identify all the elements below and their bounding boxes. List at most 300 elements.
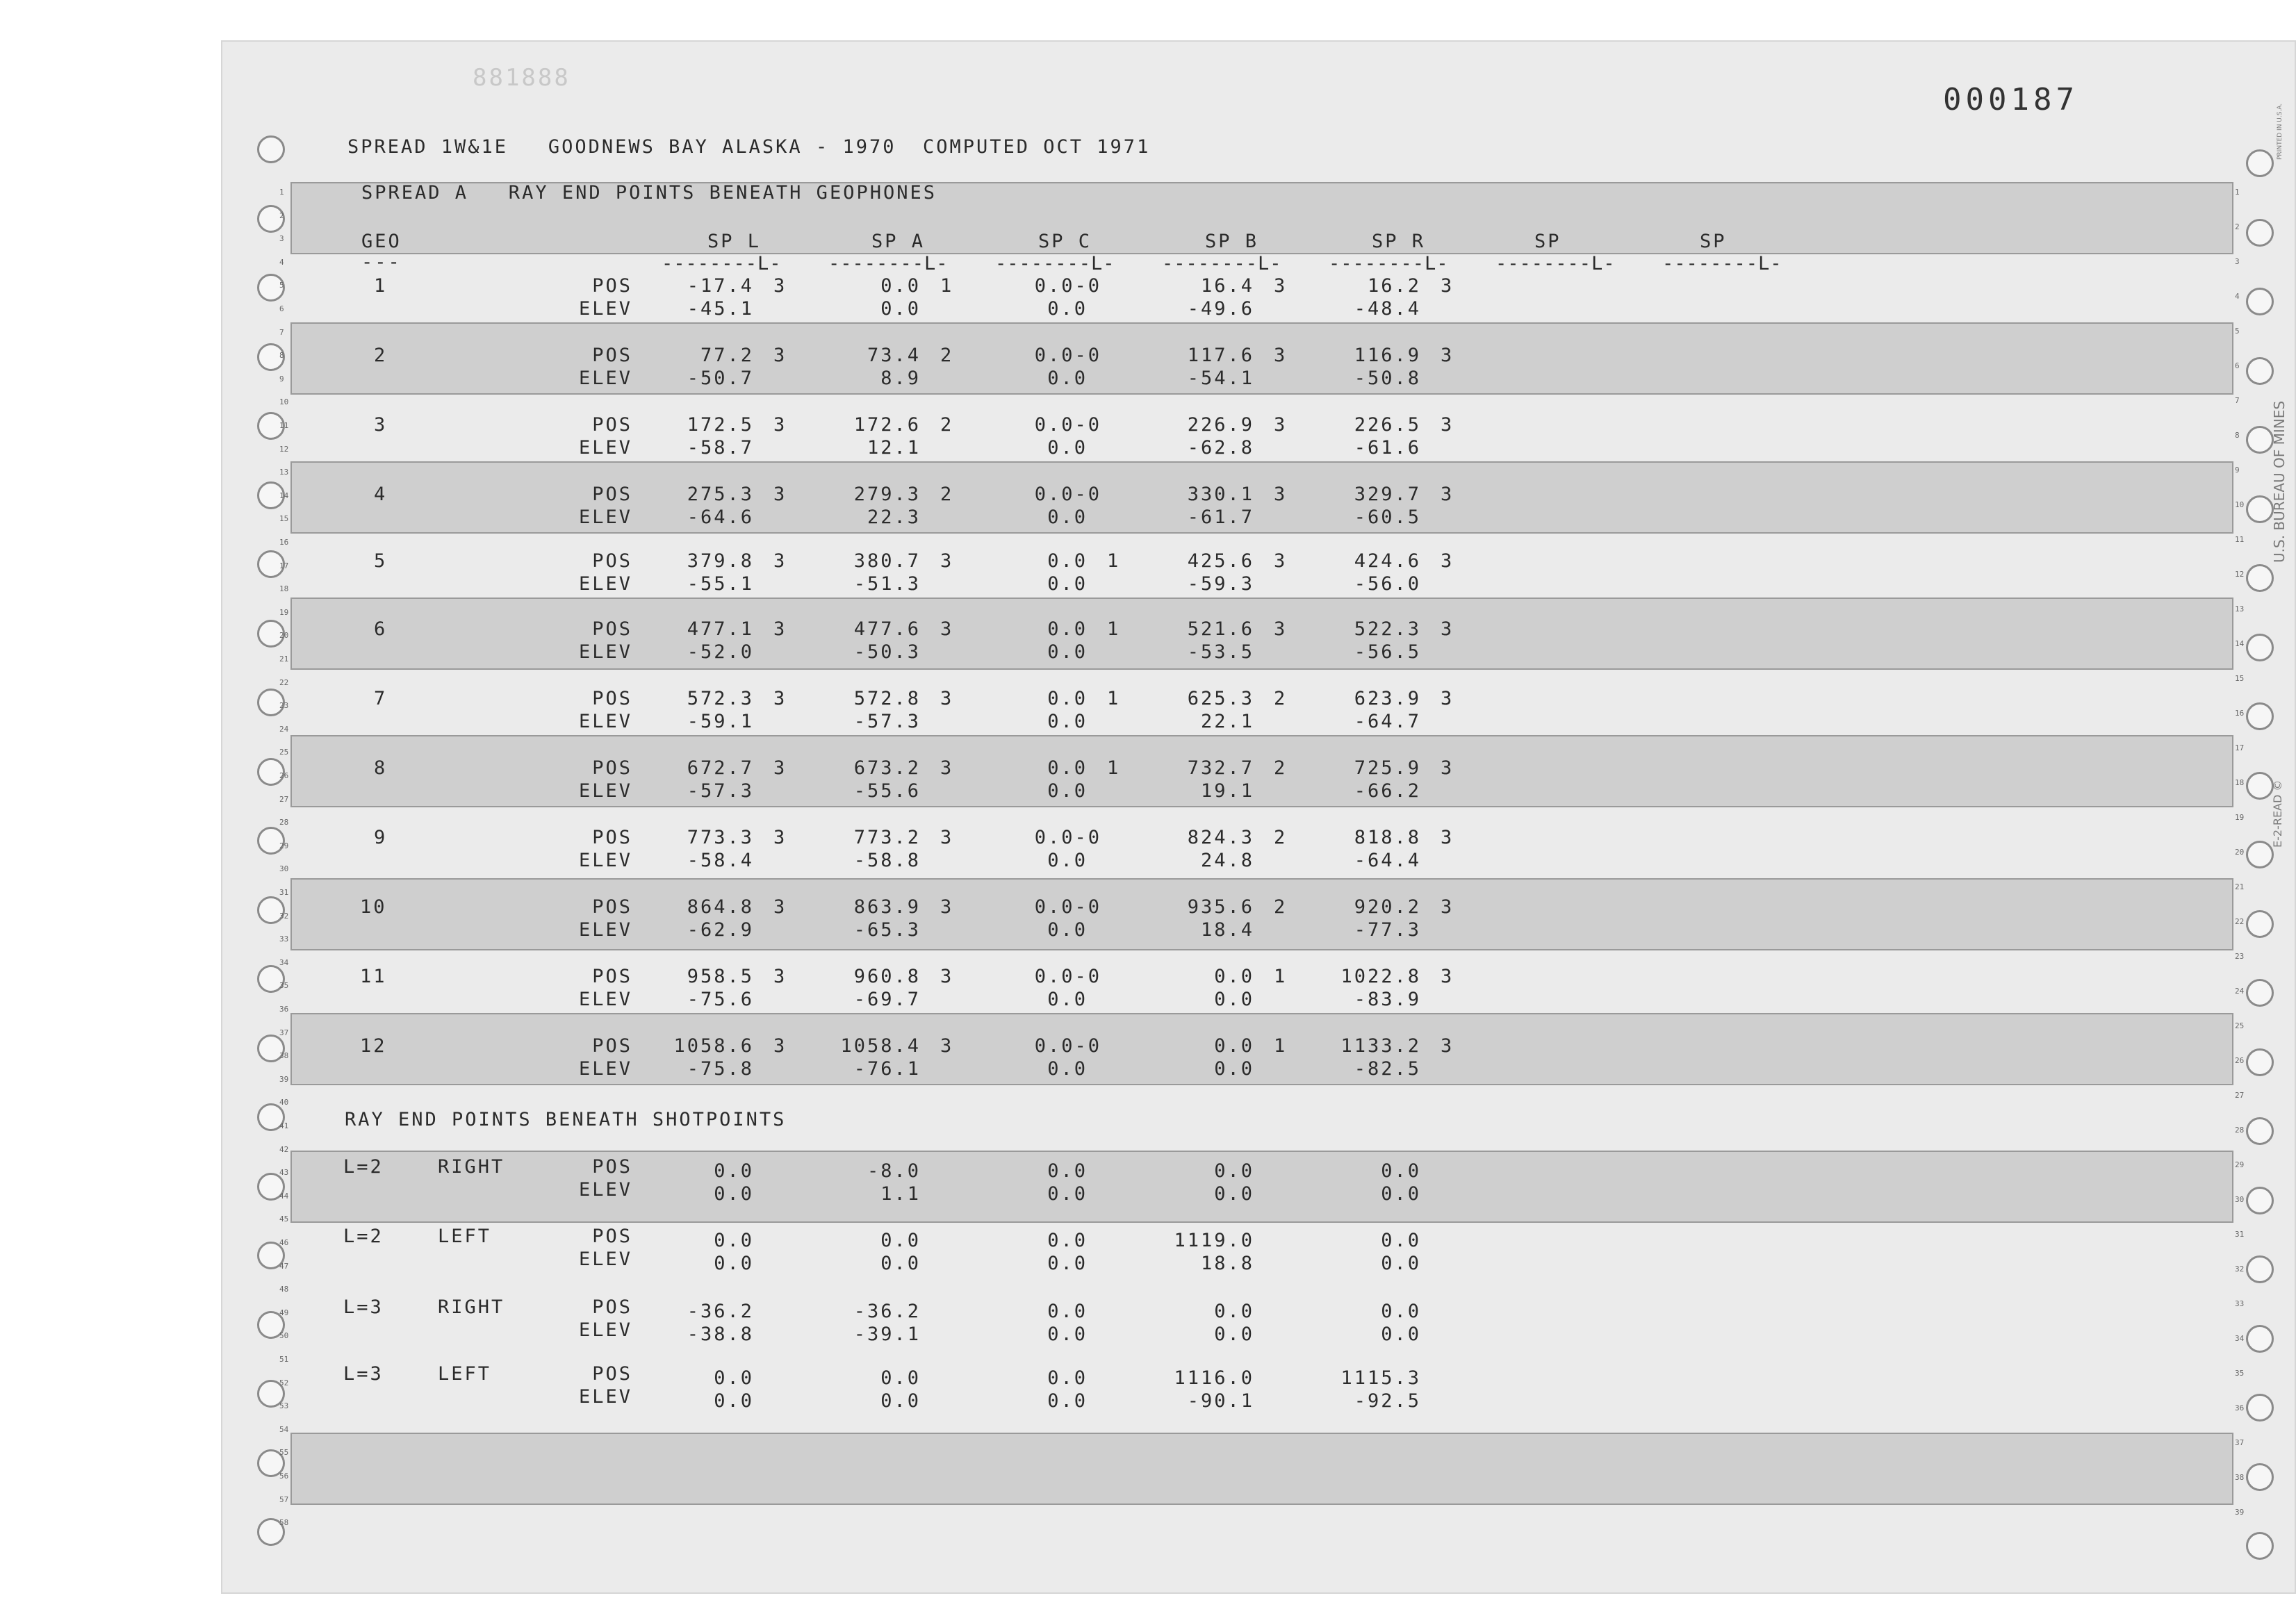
reliability-flag: 3 <box>773 618 785 640</box>
reliability-flag: 3 <box>940 1035 952 1057</box>
column-header: SP B <box>1205 231 1259 252</box>
feed-hole-right <box>2246 1532 2274 1560</box>
elev-value: -51.3 <box>853 573 921 595</box>
elev-label: ELEV <box>578 1058 632 1080</box>
pos-value: 0.0 <box>1047 1367 1088 1389</box>
line-number: 51 <box>279 1355 289 1364</box>
reliability-flag: 3 <box>1441 757 1452 779</box>
line-number: 58 <box>279 1518 289 1528</box>
feed-hole-right <box>2246 219 2274 247</box>
reliability-flag: 3 <box>940 550 952 572</box>
line-number: 15 <box>279 514 289 524</box>
geo-number: 6 <box>374 618 388 640</box>
geo-number: 4 <box>374 484 388 505</box>
line-number: 17 <box>279 561 289 570</box>
pos-label: POS <box>592 1156 632 1178</box>
reliability-flag: 3 <box>1441 688 1452 709</box>
line-number: 31 <box>279 888 289 897</box>
pos-value: 725.9 <box>1354 757 1421 779</box>
line-number: 54 <box>279 1424 289 1434</box>
elev-value: 0.0 <box>880 1253 921 1274</box>
pos-value: 380.7 <box>853 550 921 572</box>
elev-value: -64.6 <box>687 506 754 528</box>
elev-value: 0.0 <box>1047 919 1088 941</box>
pos-value: 477.1 <box>687 618 754 640</box>
line-number: 35 <box>279 981 289 991</box>
line-number: 21 <box>279 654 289 664</box>
geo-number: 5 <box>374 550 388 572</box>
line-number: 5 <box>2235 327 2240 336</box>
line-number: 50 <box>279 1331 289 1341</box>
line-number: 52 <box>279 1378 289 1387</box>
line-number: 22 <box>2235 917 2245 926</box>
elev-value: -45.1 <box>687 298 754 320</box>
feed-hole-right <box>2246 1255 2274 1283</box>
elev-value: 0.0 <box>880 298 921 320</box>
pos-value: 672.7 <box>687 757 754 779</box>
pos-value: 1058.4 <box>840 1035 921 1057</box>
elev-value: -50.3 <box>853 641 921 663</box>
pos-value: -17.4 <box>687 275 754 297</box>
column-header: SP L <box>707 231 762 252</box>
geo-number: 11 <box>360 966 387 987</box>
line-number: 11 <box>279 421 289 430</box>
elev-value: 0.0 <box>1214 1324 1254 1345</box>
pos-value: 172.5 <box>687 414 754 436</box>
pos-value: 824.3 <box>1187 827 1254 848</box>
pos-label: POS <box>592 345 632 366</box>
column-underline: --------L- <box>662 253 782 274</box>
line-number: 23 <box>2235 952 2245 961</box>
reliability-flag: 3 <box>1441 414 1452 436</box>
column-underline: --------L- <box>1495 253 1616 274</box>
elev-label: ELEV <box>578 298 632 320</box>
line-number: 41 <box>279 1121 289 1130</box>
elev-value: -50.7 <box>687 368 754 389</box>
spread-title: SPREAD A RAY END POINTS BENEATH GEOPHONES <box>361 182 937 204</box>
elev-value: 0.0 <box>1047 1390 1088 1412</box>
pos-value: 572.3 <box>687 688 754 709</box>
elev-value: -56.5 <box>1354 641 1421 663</box>
reliability-flag: 3 <box>1274 345 1286 366</box>
line-number: 13 <box>2235 604 2245 613</box>
elev-value: 0.0 <box>1047 850 1088 871</box>
line-number: 46 <box>279 1238 289 1247</box>
reliability-flag: 3 <box>940 688 952 709</box>
elev-value: -48.4 <box>1354 298 1421 320</box>
line-number: 47 <box>279 1261 289 1271</box>
reliability-flag: 1 <box>1107 550 1119 572</box>
line-number: 33 <box>2235 1299 2245 1308</box>
reliability-flag: 3 <box>773 550 785 572</box>
line-number: 26 <box>279 771 289 780</box>
reliability-flag: 1 <box>940 275 952 297</box>
elev-label: ELEV <box>578 711 632 732</box>
feed-hole-right <box>2246 979 2274 1007</box>
elev-value: 0.0 <box>1047 1253 1088 1274</box>
pos-value: 1115.3 <box>1340 1367 1421 1389</box>
elev-value: 0.0 <box>1047 506 1088 528</box>
pos-value: 958.5 <box>687 966 754 987</box>
geo-number: 2 <box>374 345 388 366</box>
pos-value: -36.2 <box>853 1301 921 1322</box>
pos-value: 424.6 <box>1354 550 1421 572</box>
reliability-flag: 3 <box>1441 618 1452 640</box>
column-header: SP <box>1534 231 1561 252</box>
pos-value: 0.0 <box>1047 618 1088 640</box>
line-number: 53 <box>279 1401 289 1411</box>
line-number: 35 <box>2235 1369 2245 1378</box>
elev-label: ELEV <box>578 437 632 459</box>
elev-label: ELEV <box>578 989 632 1010</box>
elev-value: -75.8 <box>687 1058 754 1080</box>
elev-value: -57.3 <box>687 780 754 802</box>
pos-value: 0.0 <box>1381 1160 1421 1182</box>
pos-value: 0.0 <box>714 1367 754 1389</box>
line-number: 5 <box>279 281 284 290</box>
reliability-flag: 3 <box>1274 618 1286 640</box>
pos-label: POS <box>592 1035 632 1057</box>
pos-label: POS <box>592 1363 632 1385</box>
pos-label: POS <box>592 484 632 505</box>
reliability-flag: 3 <box>940 757 952 779</box>
feed-hole-right <box>2246 841 2274 868</box>
line-number: 29 <box>279 841 289 850</box>
line-number: 8 <box>279 351 284 361</box>
feed-hole-right <box>2246 495 2274 523</box>
elev-value: 18.8 <box>1200 1253 1254 1274</box>
elev-value: 0.0 <box>1047 641 1088 663</box>
line-number: 9 <box>2235 466 2240 475</box>
reliability-flag: 1 <box>1274 966 1286 987</box>
geo-number: 3 <box>374 414 388 436</box>
pos-value: 0.0 <box>1214 966 1254 987</box>
line-number: 57 <box>279 1494 289 1504</box>
pos-value: 0.0 <box>1047 757 1088 779</box>
geo-number: 12 <box>360 1035 387 1057</box>
pos-value: 275.3 <box>687 484 754 505</box>
pos-value: 0.0-0 <box>1034 1035 1101 1057</box>
feed-hole-right <box>2246 149 2274 177</box>
pos-value: 0.0 <box>880 275 921 297</box>
feed-hole-right <box>2246 772 2274 800</box>
elev-value: 0.0 <box>1214 989 1254 1010</box>
geo-number: 9 <box>374 827 388 848</box>
pos-value: 279.3 <box>853 484 921 505</box>
line-number: 36 <box>2235 1403 2245 1412</box>
feed-hole-right <box>2246 288 2274 315</box>
elev-value: -61.6 <box>1354 437 1421 459</box>
pos-value: 0.0 <box>1214 1301 1254 1322</box>
column-underline: --------L- <box>1662 253 1782 274</box>
line-number: 55 <box>279 1448 289 1458</box>
elev-label: ELEV <box>578 1386 632 1408</box>
pos-value: 0.0-0 <box>1034 275 1101 297</box>
pos-value: 0.0 <box>1214 1035 1254 1057</box>
l-value: L=2 <box>343 1226 384 1247</box>
line-number: 30 <box>279 864 289 874</box>
elev-value: 0.0 <box>1047 437 1088 459</box>
line-number: 1 <box>2235 188 2240 197</box>
line-number: 11 <box>2235 535 2245 544</box>
pos-value: 77.2 <box>700 345 754 366</box>
pos-value: 16.4 <box>1200 275 1254 297</box>
elev-value: -92.5 <box>1354 1390 1421 1412</box>
elev-value: -49.6 <box>1187 298 1254 320</box>
elev-value: 0.0 <box>1047 1183 1088 1205</box>
feed-hole-right <box>2246 1463 2274 1491</box>
elev-value: -58.7 <box>687 437 754 459</box>
feed-hole-right <box>2246 634 2274 661</box>
line-number: 20 <box>2235 848 2245 857</box>
line-number: 18 <box>2235 778 2245 787</box>
line-number: 28 <box>2235 1126 2245 1135</box>
l-value: L=3 <box>343 1363 384 1385</box>
line-number: 14 <box>279 491 289 500</box>
reliability-flag: 3 <box>940 618 952 640</box>
reliability-flag: 1 <box>1107 618 1119 640</box>
pos-value: 16.2 <box>1367 275 1421 297</box>
elev-value: 0.0 <box>714 1390 754 1412</box>
shaded-band <box>290 1433 2233 1505</box>
elev-value: -82.5 <box>1354 1058 1421 1080</box>
pos-value: 522.3 <box>1354 618 1421 640</box>
elev-label: ELEV <box>578 1319 632 1341</box>
line-number: 21 <box>2235 882 2245 891</box>
column-underline: --------L- <box>1162 253 1282 274</box>
elev-value: -65.3 <box>853 919 921 941</box>
reliability-flag: 3 <box>773 345 785 366</box>
elev-value: -64.7 <box>1354 711 1421 732</box>
elev-value: -59.3 <box>1187 573 1254 595</box>
column-header: SP R <box>1372 231 1426 252</box>
elev-value: -50.8 <box>1354 368 1421 389</box>
elev-label: ELEV <box>578 368 632 389</box>
reliability-flag: 1 <box>1107 688 1119 709</box>
line-number: 13 <box>279 468 289 477</box>
pos-value: 0.0-0 <box>1034 484 1101 505</box>
line-number: 36 <box>279 1005 289 1014</box>
side-label: RIGHT <box>438 1156 505 1178</box>
elev-value: 0.0 <box>1047 1324 1088 1345</box>
pos-label: POS <box>592 1226 632 1247</box>
geo-column-header: GEO <box>361 231 402 252</box>
elev-value: 0.0 <box>1047 573 1088 595</box>
column-underline: --------L- <box>1329 253 1449 274</box>
elev-value: 0.0 <box>1047 711 1088 732</box>
reliability-flag: 3 <box>773 688 785 709</box>
pos-value: 477.6 <box>853 618 921 640</box>
pos-value: 226.5 <box>1354 414 1421 436</box>
line-number: 56 <box>279 1472 289 1481</box>
faded-number: 881888 <box>473 64 571 92</box>
elev-value: -83.9 <box>1354 989 1421 1010</box>
elev-value: -59.1 <box>687 711 754 732</box>
geo-number: 1 <box>374 275 388 297</box>
elev-value: -75.6 <box>687 989 754 1010</box>
reliability-flag: 2 <box>940 414 952 436</box>
pos-value: 0.0 <box>1214 1160 1254 1182</box>
geo-number: 10 <box>360 896 387 918</box>
reliability-flag: 3 <box>1441 827 1452 848</box>
reliability-flag: 3 <box>1274 414 1286 436</box>
column-header: SP C <box>1038 231 1092 252</box>
pos-value: -36.2 <box>687 1301 754 1322</box>
pos-label: POS <box>592 275 632 297</box>
feed-hole-right <box>2246 357 2274 385</box>
pos-value: 0.0 <box>1047 1230 1088 1251</box>
line-number: 24 <box>2235 987 2245 996</box>
pos-value: 0.0-0 <box>1034 345 1101 366</box>
report-header: SPREAD 1W&1E GOODNEWS BAY ALASKA - 1970 COMPUTED OCT 1971 <box>347 136 1151 158</box>
line-number: 39 <box>279 1074 289 1084</box>
elev-value: -76.1 <box>853 1058 921 1080</box>
pos-value: 0.0 <box>1047 688 1088 709</box>
reliability-flag: 3 <box>773 896 785 918</box>
pos-value: 226.9 <box>1187 414 1254 436</box>
feed-hole-right <box>2246 1048 2274 1076</box>
form-margin-text: E-2-READ © <box>2271 780 2284 848</box>
line-number: 8 <box>2235 431 2240 440</box>
line-number: 49 <box>279 1308 289 1317</box>
line-number: 33 <box>279 934 289 944</box>
pos-label: POS <box>592 757 632 779</box>
pos-value: 73.4 <box>867 345 921 366</box>
line-number: 40 <box>279 1098 289 1107</box>
elev-value: -58.4 <box>687 850 754 871</box>
elev-label: ELEV <box>578 919 632 941</box>
side-label: LEFT <box>438 1226 492 1247</box>
line-number: 6 <box>2235 361 2240 370</box>
geo-number: 7 <box>374 688 388 709</box>
reliability-flag: 3 <box>1441 275 1452 297</box>
line-number: 7 <box>2235 396 2240 405</box>
pos-value: 117.6 <box>1187 345 1254 366</box>
line-number: 37 <box>2235 1438 2245 1447</box>
pos-value: 0.0-0 <box>1034 414 1101 436</box>
line-number: 22 <box>279 677 289 687</box>
pos-value: 0.0 <box>1381 1230 1421 1251</box>
elev-value: -62.8 <box>1187 437 1254 459</box>
elev-value: 8.9 <box>880 368 921 389</box>
pos-value: 379.8 <box>687 550 754 572</box>
pos-value: 172.6 <box>853 414 921 436</box>
elev-value: 0.0 <box>1381 1253 1421 1274</box>
pos-label: POS <box>592 618 632 640</box>
elev-value: -60.5 <box>1354 506 1421 528</box>
line-number: 15 <box>2235 674 2245 683</box>
pos-label: POS <box>592 1296 632 1318</box>
agency-margin-text: U.S. BUREAU OF MINES <box>2271 400 2288 563</box>
line-number: 24 <box>279 724 289 734</box>
pos-value: 116.9 <box>1354 345 1421 366</box>
line-number: 10 <box>279 397 289 407</box>
pos-value: 1022.8 <box>1340 966 1421 987</box>
elev-value: 0.0 <box>1047 368 1088 389</box>
elev-value: 0.0 <box>1047 1058 1088 1080</box>
line-number: 25 <box>279 748 289 757</box>
pos-value: 1133.2 <box>1340 1035 1421 1057</box>
reliability-flag: 2 <box>1274 688 1286 709</box>
line-number: 37 <box>279 1028 289 1037</box>
reliability-flag: 2 <box>1274 827 1286 848</box>
line-number: 16 <box>279 538 289 547</box>
reliability-flag: 3 <box>773 414 785 436</box>
feed-hole-right <box>2246 910 2274 938</box>
elev-value: -57.3 <box>853 711 921 732</box>
printed-margin-text: PRINTED IN U.S.A. <box>2277 103 2283 160</box>
elev-value: 24.8 <box>1200 850 1254 871</box>
elev-label: ELEV <box>578 641 632 663</box>
elev-value: 0.0 <box>714 1183 754 1205</box>
line-number: 29 <box>2235 1160 2245 1169</box>
elev-value: 0.0 <box>1047 298 1088 320</box>
column-underline: --------L- <box>995 253 1115 274</box>
pos-value: 0.0 <box>880 1230 921 1251</box>
geo-underline: --- <box>361 252 402 273</box>
elev-value: 0.0 <box>1214 1183 1254 1205</box>
reliability-flag: 3 <box>1441 345 1452 366</box>
line-number: 34 <box>279 957 289 967</box>
line-number: 45 <box>279 1214 289 1224</box>
line-number: 26 <box>2235 1056 2245 1065</box>
pos-label: POS <box>592 688 632 709</box>
pos-value: 623.9 <box>1354 688 1421 709</box>
pos-value: 330.1 <box>1187 484 1254 505</box>
pos-value: 1119.0 <box>1174 1230 1254 1251</box>
line-number: 4 <box>279 257 284 267</box>
elev-value: 0.0 <box>1214 1058 1254 1080</box>
side-label: LEFT <box>438 1363 492 1385</box>
pos-value: 960.8 <box>853 966 921 987</box>
pos-value: 329.7 <box>1354 484 1421 505</box>
elev-value: -77.3 <box>1354 919 1421 941</box>
l-value: L=3 <box>343 1296 384 1318</box>
line-number: 34 <box>2235 1334 2245 1343</box>
pos-value: 863.9 <box>853 896 921 918</box>
line-number: 14 <box>2235 639 2245 648</box>
elev-value: -58.8 <box>853 850 921 871</box>
elev-value: 22.1 <box>1200 711 1254 732</box>
column-underline: --------L- <box>828 253 949 274</box>
reliability-flag: 3 <box>773 275 785 297</box>
line-number: 42 <box>279 1144 289 1154</box>
feed-hole-right <box>2246 426 2274 454</box>
elev-value: -55.1 <box>687 573 754 595</box>
line-number: 23 <box>279 701 289 711</box>
pos-value: 572.8 <box>853 688 921 709</box>
feed-hole-right <box>2246 564 2274 592</box>
elev-value: -54.1 <box>1187 368 1254 389</box>
elev-value: -61.7 <box>1187 506 1254 528</box>
reliability-flag: 3 <box>1441 484 1452 505</box>
elev-value: 0.0 <box>880 1390 921 1412</box>
line-number: 38 <box>279 1051 289 1061</box>
line-number: 18 <box>279 584 289 594</box>
feed-hole-left <box>257 135 285 163</box>
pos-value: 521.6 <box>1187 618 1254 640</box>
elev-value: 0.0 <box>1381 1324 1421 1345</box>
line-number: 32 <box>279 911 289 921</box>
elev-value: 0.0 <box>714 1253 754 1274</box>
reliability-flag: 2 <box>1274 757 1286 779</box>
elev-value: 0.0 <box>1381 1183 1421 1205</box>
elev-value: -38.8 <box>687 1324 754 1345</box>
l-value: L=2 <box>343 1156 384 1178</box>
elev-value: -62.9 <box>687 919 754 941</box>
elev-value: -53.5 <box>1187 641 1254 663</box>
reliability-flag: 3 <box>940 827 952 848</box>
